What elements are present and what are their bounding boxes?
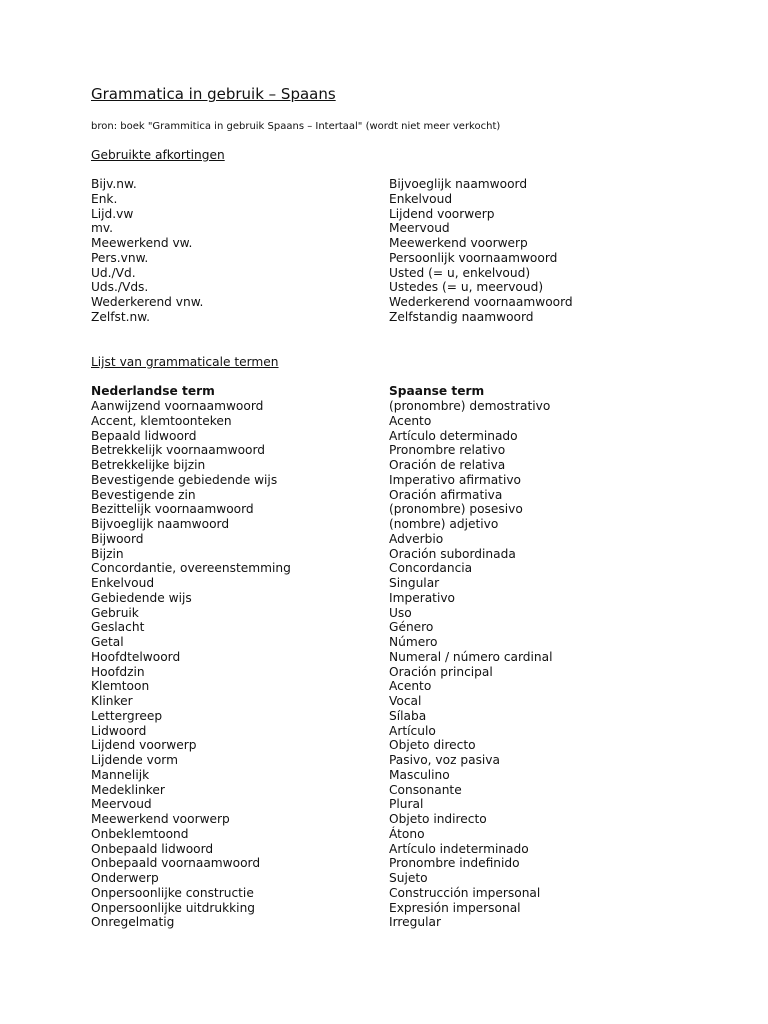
spanish-term: Construcción impersonal [389, 885, 541, 900]
dutch-term: Gebiedende wijs [91, 590, 192, 605]
abbreviation-meaning: Lijdend voorwerp [389, 206, 495, 221]
spanish-term: Pronombre relativo [389, 443, 506, 458]
abbreviation: Ud./Vd. [91, 265, 136, 280]
dutch-term: Betrekkelijke bijzin [91, 458, 206, 472]
abbreviation: Meewerkend vw. [91, 236, 193, 250]
spanish-term: Oración subordinada [389, 546, 516, 561]
dutch-term: Klemtoon [91, 679, 150, 694]
dutch-term: Onbepaald lidwoord [91, 841, 214, 856]
dutch-term: Lijdend voorwerp [91, 738, 197, 753]
dutch-term: Onpersoonlijke uitdrukking [91, 900, 256, 915]
abbreviation-list [91, 177, 203, 325]
abbreviation-meaning-list [389, 177, 573, 325]
spanish-term: Imperativo afirmativo [389, 472, 522, 487]
spanish-term: Pronombre indefinido [389, 856, 520, 871]
dutch-term: Onbepaald voornaamwoord [91, 856, 261, 871]
abbreviations-heading: Gebruikte afkortingen [91, 148, 225, 162]
dutch-term-header: Nederlandse term [91, 384, 215, 398]
spanish-term: Acento [389, 679, 432, 694]
abbreviation: Wederkerend vnw. [91, 295, 204, 309]
abbreviation-meaning: Usted (= u, enkelvoud) [389, 265, 531, 280]
dutch-term: Lijdende vorm [91, 753, 178, 767]
abbreviation: Lijd.vw [91, 206, 134, 221]
spanish-term: Oración afirmativa [389, 487, 503, 502]
dutch-term: Bezittelijk voornaamwoord [91, 502, 254, 517]
spanish-term: Artículo indeterminado [389, 841, 529, 856]
spanish-term: Imperativo [389, 590, 456, 605]
abbreviation: Bijv.nw. [91, 177, 137, 191]
spanish-term: Concordancia [389, 561, 473, 576]
dutch-term: Onbeklemtoond [91, 826, 189, 841]
dutch-term: Geslacht [91, 620, 145, 635]
spanish-term: Singular [389, 576, 440, 590]
dutch-term: Hoofdzin [91, 664, 145, 679]
spanish-term: Artículo determinado [389, 428, 518, 443]
dutch-term: Enkelvoud [91, 576, 155, 590]
spanish-term: Acento [389, 413, 432, 428]
spanish-term: Pasivo, voz pasiva [389, 753, 500, 767]
spanish-term: Oración de relativa [389, 458, 506, 472]
dutch-term: Bevestigende gebiedende wijs [91, 472, 278, 487]
abbreviation: mv. [91, 221, 114, 236]
dutch-term: Accent, klemtoonteken [91, 413, 232, 428]
abbreviation-meaning: Zelfstandig naamwoord [389, 309, 534, 324]
dutch-term: Lidwoord [91, 723, 147, 738]
spanish-term: Átono [389, 826, 425, 841]
abbreviation-meaning: Wederkerend voornaamwoord [389, 295, 573, 309]
dutch-term: Onpersoonlijke constructie [91, 885, 254, 900]
dutch-term: Meervoud [91, 797, 152, 812]
dutch-term: Bevestigende zin [91, 487, 196, 502]
spanish-term: Expresión impersonal [389, 900, 521, 915]
spanish-term: Adverbio [389, 531, 444, 546]
spanish-term: Objeto directo [389, 738, 476, 753]
abbreviation: Enk. [91, 191, 118, 206]
spanish-term: Vocal [389, 694, 422, 708]
spanish-term: Irregular [389, 915, 441, 930]
spanish-term: Género [389, 620, 434, 635]
abbreviation-meaning: Persoonlijk voornaamwoord [389, 250, 558, 265]
dutch-term: Betrekkelijk voornaamwoord [91, 443, 266, 458]
abbreviation: Zelfst.nw. [91, 309, 150, 324]
spanish-term: Uso [389, 605, 412, 620]
dutch-term: Bijzin [91, 546, 124, 561]
abbreviation-meaning: Enkelvoud [389, 191, 453, 206]
spanish-term: Sujeto [389, 871, 428, 885]
abbreviation-meaning: Meewerkend voorwerp [389, 236, 528, 250]
spanish-term: Numeral / número cardinal [389, 649, 553, 664]
spanish-term: Objeto indirecto [389, 812, 487, 826]
spanish-term: Masculino [389, 767, 450, 782]
spanish-term: Artículo [389, 723, 436, 738]
dutch-term: Bijvoeglijk naamwoord [91, 517, 230, 531]
dutch-term: Mannelijk [91, 767, 150, 782]
abbreviation-meaning: Bijvoeglijk naamwoord [389, 177, 528, 191]
spanish-term: (pronombre) demostrativo [389, 399, 551, 413]
abbreviation-meaning: Ustedes (= u, meervoud) [389, 280, 544, 295]
dutch-term: Hoofdtelwoord [91, 649, 181, 664]
dutch-term: Onregelmatig [91, 915, 175, 930]
document-title: Grammatica in gebruik – Spaans [91, 85, 336, 103]
dutch-term: Klinker [91, 694, 133, 708]
terms-heading: Lijst van grammaticale termen [91, 355, 279, 369]
dutch-term: Bijwoord [91, 531, 144, 546]
abbreviation: Uds./Vds. [91, 280, 149, 295]
dutch-term: Bepaald lidwoord [91, 428, 197, 443]
spanish-term: Número [389, 635, 438, 649]
dutch-term: Getal [91, 635, 124, 649]
source-note: bron: boek "Grammitica in gebruik Spaans – Intertaal" (wordt niet meer verkocht) [91, 121, 501, 132]
dutch-term: Medeklinker [91, 782, 165, 797]
dutch-term: Onderwerp [91, 871, 159, 885]
spanish-term-header: Spaanse term [389, 384, 485, 398]
abbreviation-meaning: Meervoud [389, 221, 450, 236]
spanish-term: Consonante [389, 782, 462, 797]
spanish-term: Oración principal [389, 664, 493, 679]
spanish-term: (nombre) adjetivo [389, 517, 499, 531]
dutch-term: Aanwijzend voornaamwoord [91, 399, 264, 413]
dutch-term: Gebruik [91, 605, 139, 620]
spanish-term-list [389, 399, 553, 930]
dutch-term: Lettergreep [91, 708, 163, 723]
dutch-term: Concordantie, overeenstemming [91, 561, 291, 576]
abbreviation: Pers.vnw. [91, 250, 149, 265]
spanish-term: (pronombre) posesivo [389, 502, 523, 517]
spanish-term: Sílaba [389, 708, 427, 723]
dutch-term: Meewerkend voorwerp [91, 812, 230, 826]
spanish-term: Plural [389, 797, 424, 812]
dutch-term-list [91, 399, 291, 930]
